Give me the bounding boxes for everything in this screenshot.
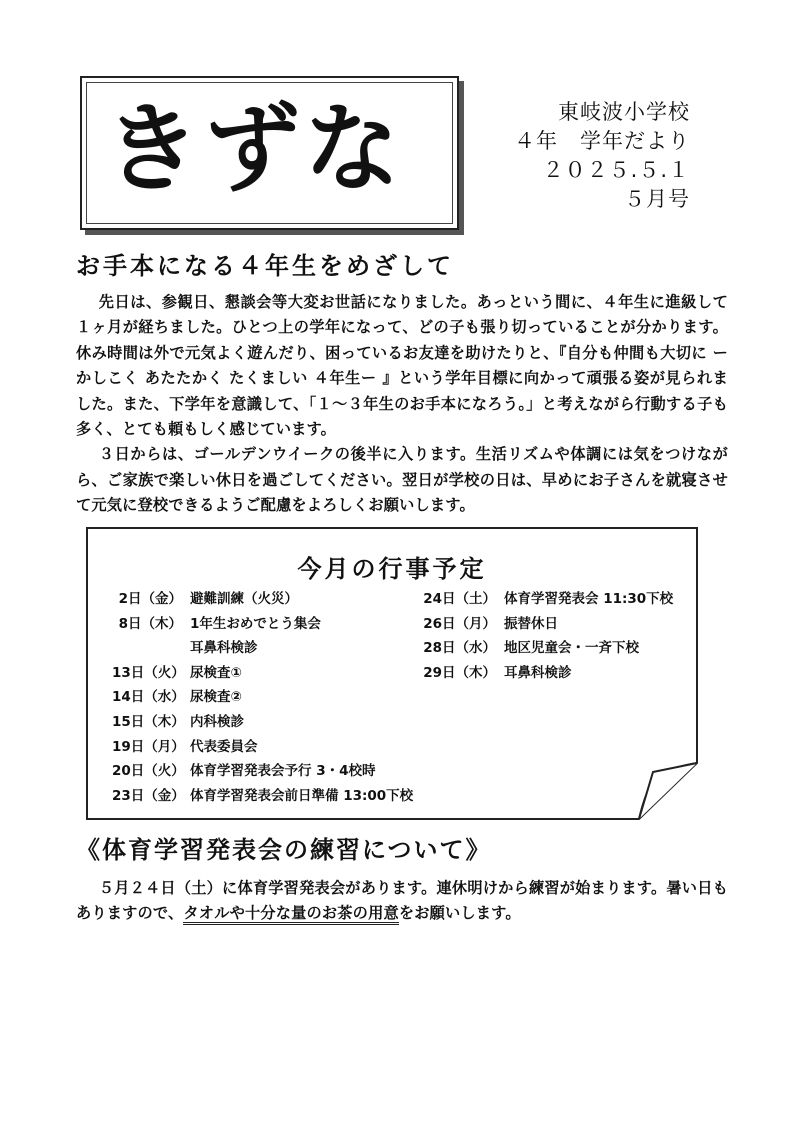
schedule-row xyxy=(112,710,413,735)
schedule-row xyxy=(112,612,413,637)
section1-paragraph-1: 先日は、参観日、懇談会等大変お世話になりました。あっという間に、４年生に進級して１ヶ月が経ちました。ひとつ上の学年になって、どの子も張り切っていることが分かります。休み時間は外で元気よく遊んだり、困っているお友達を助けたりと、『自分も仲間も大切に ーかしこく あたたかく たくましい ４年生ー 』という学年目標に向かって頑張る姿が見られました。また、下学年を意識して、「１～３年生のお手本になろう。」と考えながら行動する子も多く、とても頼もしく感じています。 xyxy=(76,293,728,439)
schedule-event: 地区児童会・一斉下校 xyxy=(504,640,639,657)
schedule-event: 体育学習発表会予行 3・4校時 xyxy=(190,763,376,780)
schedule-event: 尿検査② xyxy=(190,689,242,706)
schedule-row xyxy=(112,685,413,710)
schedule-date: 26日（月） xyxy=(423,615,496,632)
schedule-row xyxy=(414,661,673,686)
schedule-date: 24日（土） xyxy=(423,591,496,607)
title-box xyxy=(80,76,459,230)
issue-number: ５月号 xyxy=(624,187,690,211)
section2-underlined-text: タオルや十分な量のお茶の用意 xyxy=(183,904,398,925)
schedule-date: 2日（金） xyxy=(118,591,182,607)
schedule-date xyxy=(112,636,182,661)
schedule-event: 避難訓練（火災） xyxy=(190,591,298,607)
schedule-date: 29日（木） xyxy=(423,664,496,681)
section2-text-before: ５月２４日（土）に体育学習発表会があります。連休明けから練習が始まります。暑い日もありますので、 xyxy=(76,879,728,923)
section1-paragraph-2: ３日からは、ゴールデンウイークの後半に入ります。生活リズムや体調には気をつけながら、ご家族で楽しい休日を過ごしてください。翌日が学校の日は、早めにお子さんを就寝させて元気に登校できるようご配慮をよろしくお願いします。 xyxy=(76,445,728,515)
schedule-event: 耳鼻科検診 xyxy=(504,664,572,681)
schedule-event: 耳鼻科検診 xyxy=(190,640,258,657)
section2-heading: 《体育学習発表会の練習について》 xyxy=(76,836,492,864)
schedule-date: 13日（火） xyxy=(112,664,185,681)
schedule-date: 19日（月） xyxy=(112,738,185,755)
schedule-event: 内科検診 xyxy=(190,713,244,730)
section1-body xyxy=(76,290,728,519)
schedule-row xyxy=(112,784,413,809)
section1-heading: お手本になる４年生をめざして xyxy=(76,252,454,280)
section2-text-after: をお願いします。 xyxy=(398,904,521,923)
section2-body xyxy=(76,876,728,927)
grade-line: ４年 学年だより xyxy=(514,129,690,153)
schedule-card xyxy=(86,527,698,820)
schedule-date: 15日（木） xyxy=(112,713,185,730)
schedule-row xyxy=(112,661,413,686)
schedule-row xyxy=(112,759,413,784)
newsletter-title: きずな xyxy=(104,93,404,205)
issue-date: ２０２５.５.１ xyxy=(542,158,690,182)
schedule-date: 20日（火） xyxy=(112,763,185,780)
schedule-event: 体育学習発表会前日準備 13:00下校 xyxy=(190,787,414,804)
header-info xyxy=(514,98,690,214)
schedule-event: 尿検査① xyxy=(190,664,242,681)
schedule-event: 代表委員会 xyxy=(190,738,258,755)
schedule-date: 8日（木） xyxy=(118,615,182,632)
schedule-event: 体育学習発表会 11:30下校 xyxy=(504,591,674,607)
schedule-row xyxy=(414,587,673,612)
schedule-left-column xyxy=(112,587,413,808)
schedule-right-column xyxy=(414,587,673,685)
school-name: 東岐波小学校 xyxy=(558,100,690,124)
schedule-row xyxy=(112,636,413,661)
schedule-row xyxy=(112,587,413,612)
schedule-title: 今月の行事予定 xyxy=(297,555,487,583)
section2-paragraph xyxy=(76,876,728,927)
schedule-date: 14日（水） xyxy=(112,689,185,706)
schedule-date: 28日（水） xyxy=(423,640,496,657)
schedule-event: 1年生おめでとう集会 xyxy=(190,615,321,632)
schedule-row xyxy=(414,612,673,637)
schedule-event: 振替休日 xyxy=(504,615,558,632)
schedule-date: 23日（金） xyxy=(112,787,185,804)
schedule-row xyxy=(112,735,413,760)
schedule-row xyxy=(414,636,673,661)
